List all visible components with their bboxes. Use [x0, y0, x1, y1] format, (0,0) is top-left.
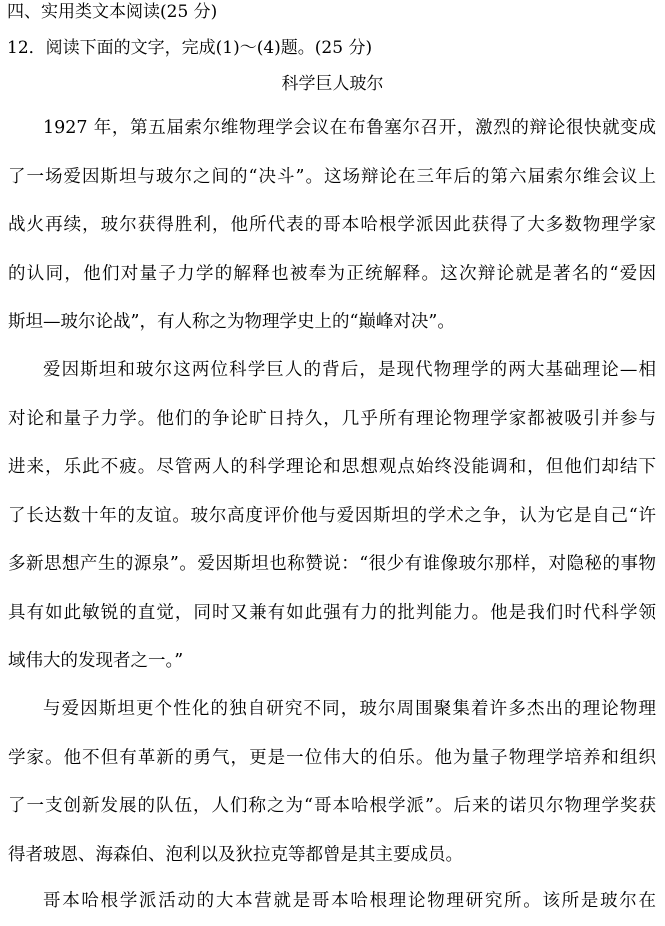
article-title: 科学巨人玻尔: [281, 74, 384, 94]
paragraph-line: 了一支创新发展的队伍，人们称之为“哥本哈根学派”。后来的诺贝尔物理学奖获: [8, 796, 656, 816]
paragraph-line: 得者玻恩、海森伯、泡利以及狄拉克等都曾是其主要成员。: [8, 844, 463, 865]
paragraph-line: 进来，乐此不疲。尽管两人的科学理论和思想观点始终没能调和，但他们却结下: [8, 457, 656, 477]
paragraph-line: 域伟大的发现者之一。”: [8, 651, 184, 671]
paragraph-line: 斯坦—玻尔论战”，有人称之为物理学史上的“巅峰对决”。: [8, 312, 455, 332]
paragraph-4: [8, 877, 656, 926]
paragraph-line: 爱因斯坦和玻尔这两位科学巨人的背后，是现代物理学的两大基础理论—相: [43, 360, 656, 380]
paragraph-line: 对论和量子力学。他们的争论旷日持久，几乎所有理论物理学家都被吸引并参与: [8, 408, 656, 429]
question-prompt: 12．阅读下面的文字，完成(1)～(4)题。(25 分): [7, 38, 373, 58]
paragraph-1: [8, 104, 656, 347]
paragraph-line: 战火再续，玻尔获得胜利，他所代表的哥本哈根学派因此获得了大多数物理学家: [8, 215, 656, 235]
paragraph-line: 多新思想产生的源泉”。爱因斯坦也称赞说：“很少有谁像玻尔那样，对隐秘的事物: [8, 554, 656, 574]
paragraph-line: 哥本哈根学派活动的大本营就是哥本哈根理论物理研究所。该所是玻尔在: [43, 891, 656, 911]
section-heading: 四、实用类文本阅读(25 分): [7, 2, 218, 22]
paragraph-line: 具有如此敏锐的直觉，同时又兼有如此强有力的批判能力。他是我们时代科学领: [8, 602, 656, 623]
paragraph-3: [8, 685, 656, 879]
paragraph-line: 与爱因斯坦更个性化的独自研究不同，玻尔周围聚集着许多杰出的理论物理: [43, 699, 656, 719]
paragraph-line: 1927 年，第五届索尔维物理学会议在布鲁塞尔召开，激烈的辩论很快就变成: [43, 118, 656, 138]
paragraph-line: 学家。他不但有革新的勇气，更是一位伟大的伯乐。他为量子物理学培养和组织: [8, 747, 656, 768]
paragraph-line: 了长达数十年的友谊。玻尔高度评价他与爱因斯坦的学术之争，认为它是自己“许: [8, 505, 656, 526]
paragraph-line: 了一场爱因斯坦与玻尔之间的“决斗”。这场辩论在三年后的第六届索尔维会议上: [8, 166, 656, 187]
paragraph-line: 的认同，他们对量子力学的解释也被奉为正统解释。这次辩论就是著名的“爱因: [8, 263, 656, 284]
paragraph-2: [8, 346, 656, 686]
